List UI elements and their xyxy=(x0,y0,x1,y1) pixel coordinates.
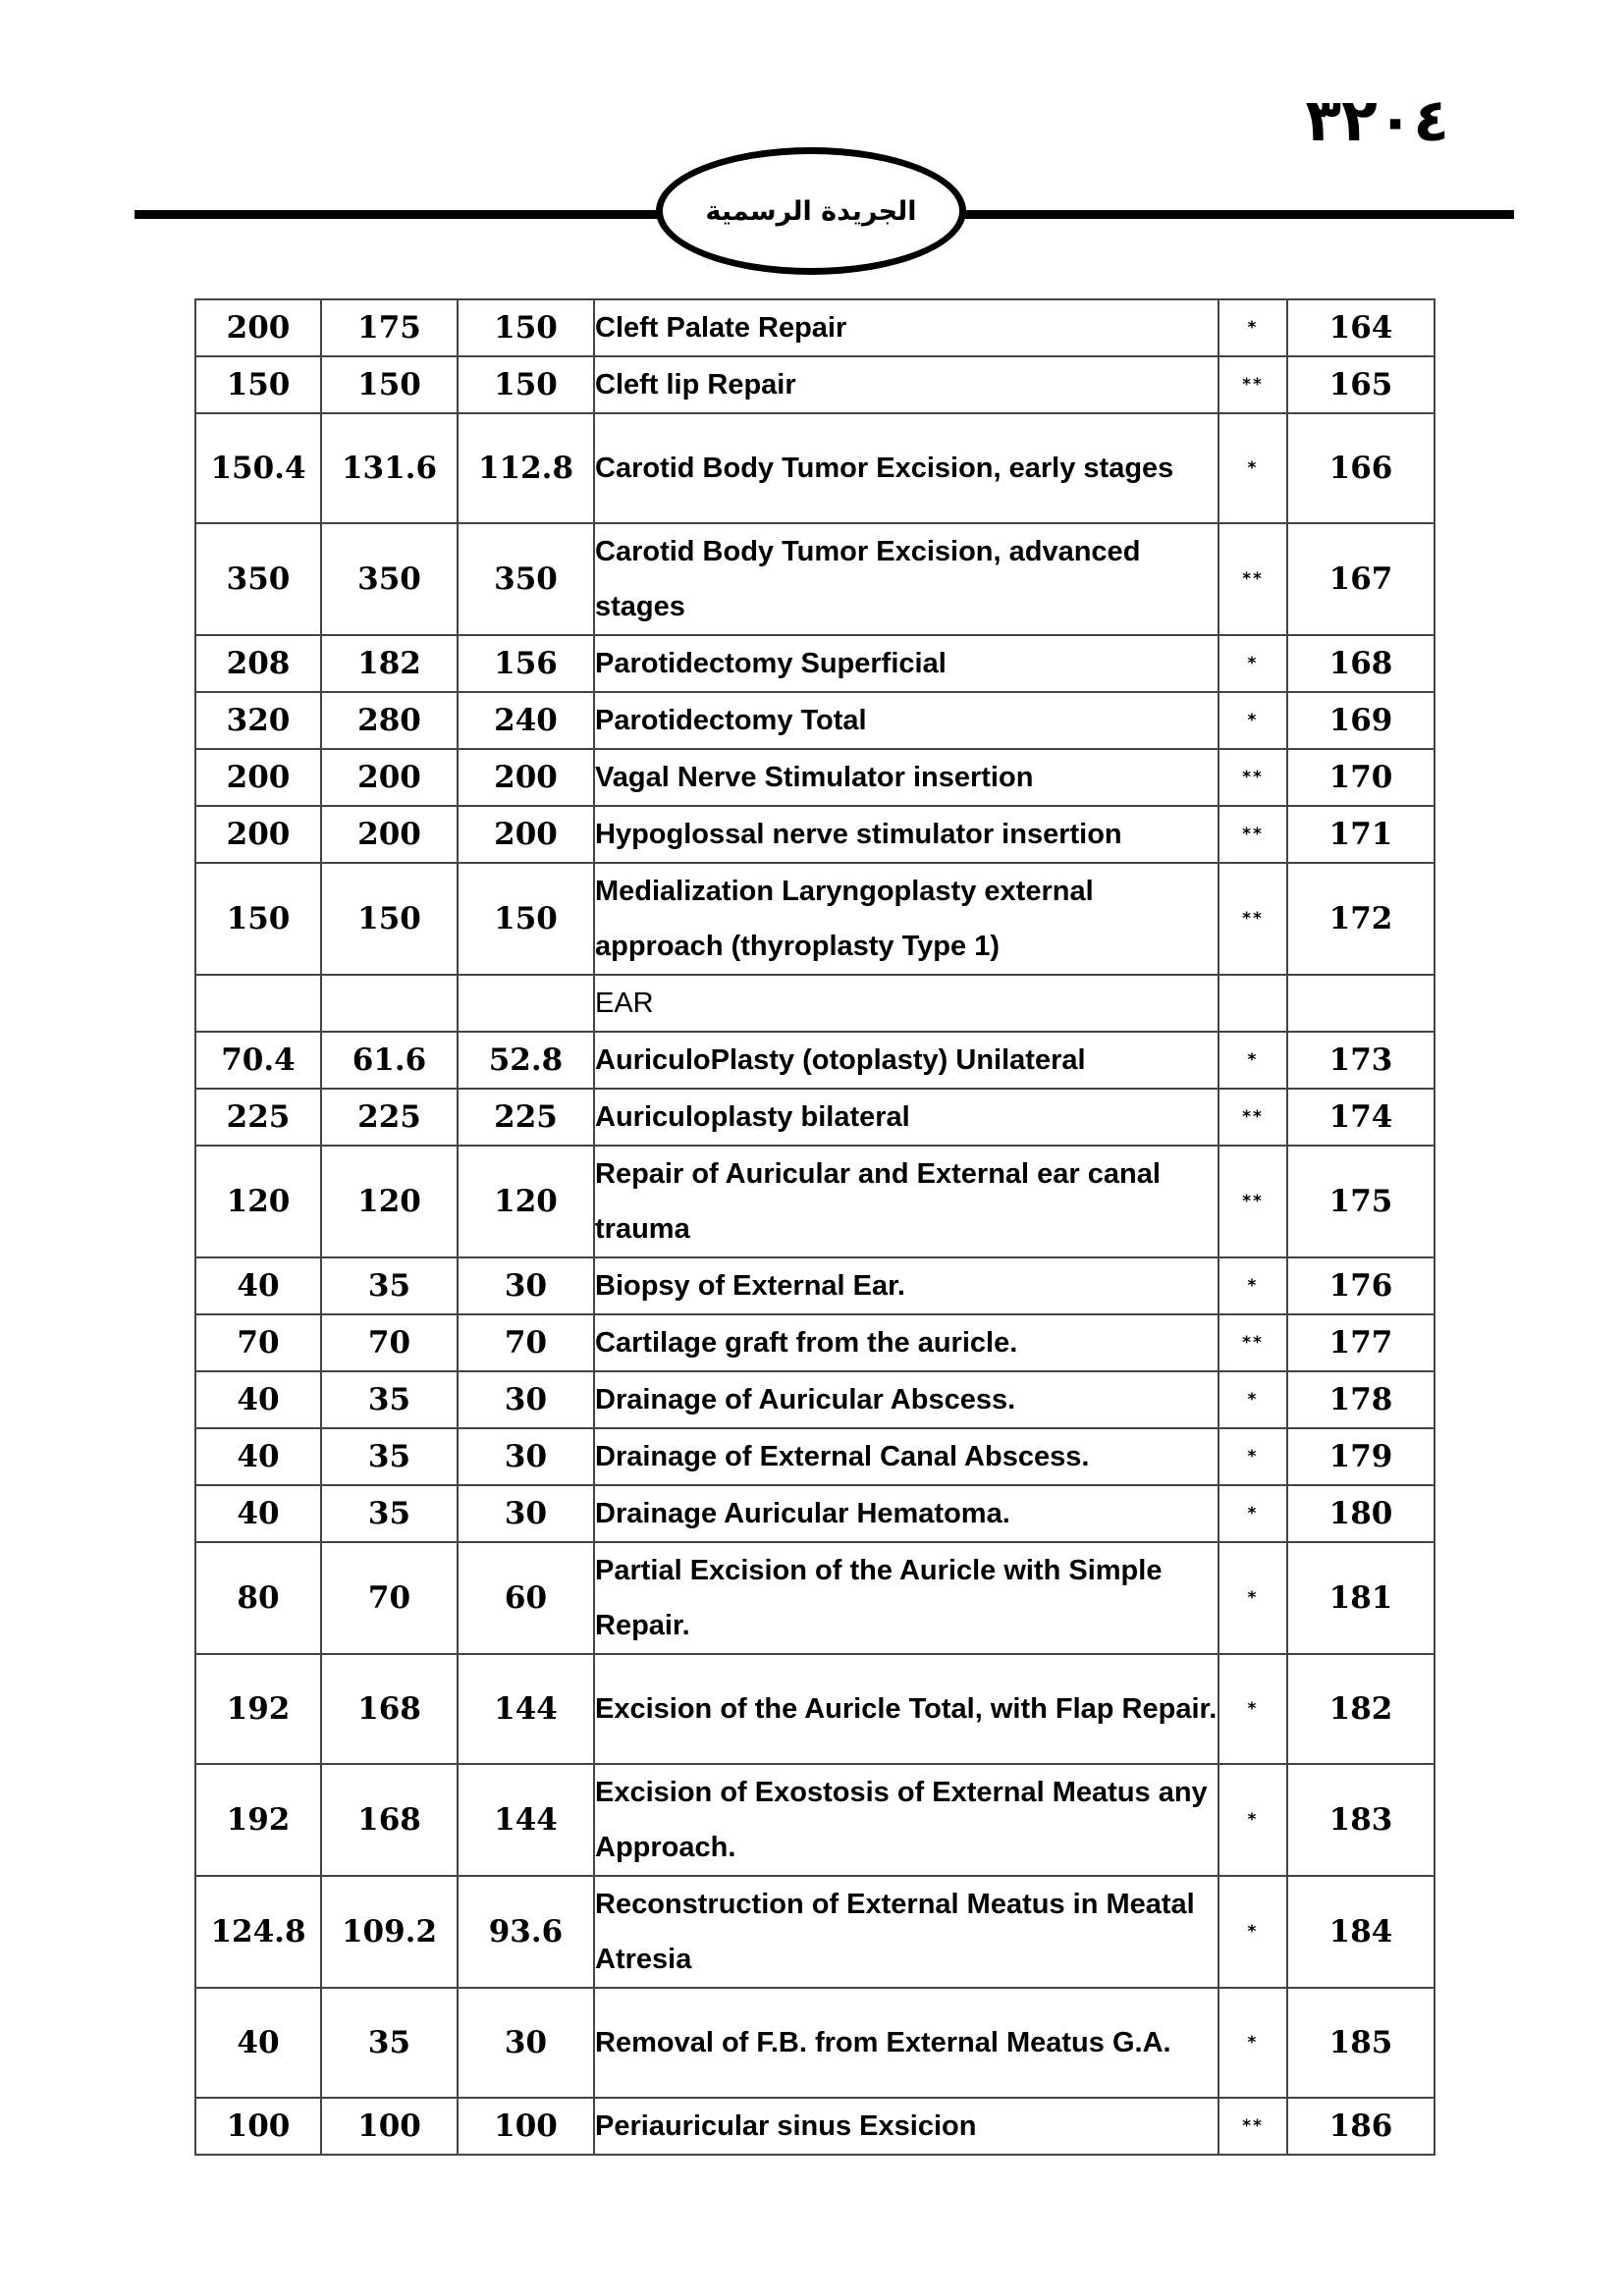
procedure-description: Parotidectomy Total xyxy=(594,692,1218,749)
category-mark: * xyxy=(1218,692,1287,749)
fee-cell-1: 150 xyxy=(195,356,321,413)
fee-cell-2: 70 xyxy=(321,1542,458,1654)
table-row xyxy=(195,356,1435,413)
fee-cell-1: 80 xyxy=(195,1542,321,1654)
fee-cell-3: 30 xyxy=(458,1485,594,1542)
fee-cell-1: 192 xyxy=(195,1764,321,1876)
procedure-description: Biopsy of External Ear. xyxy=(594,1257,1218,1314)
fee-table xyxy=(194,298,1435,2156)
page-number: ٣٢٠٤ xyxy=(1305,86,1449,155)
fee-cell-1: 150 xyxy=(195,863,321,975)
fee-cell-1: 120 xyxy=(195,1146,321,1257)
category-mark: * xyxy=(1218,1032,1287,1089)
item-number: 180 xyxy=(1287,1485,1435,1542)
fee-cell-3: 225 xyxy=(458,1089,594,1146)
procedure-description: Reconstruction of External Meatus in Meatal Atresia xyxy=(594,1876,1218,1988)
item-number: 183 xyxy=(1287,1764,1435,1876)
item-number: 166 xyxy=(1287,413,1435,523)
fee-cell-2: 150 xyxy=(321,356,458,413)
table-row xyxy=(195,1654,1435,1764)
table-row xyxy=(195,2098,1435,2155)
category-mark: * xyxy=(1218,635,1287,692)
fee-cell-1: 40 xyxy=(195,1988,321,2098)
fee-cell-2: 35 xyxy=(321,1371,458,1428)
category-mark: ** xyxy=(1218,1314,1287,1371)
fee-cell-1: 124.8 xyxy=(195,1876,321,1988)
fee-cell-1: 40 xyxy=(195,1257,321,1314)
fee-cell-3: 52.8 xyxy=(458,1032,594,1089)
table-row xyxy=(195,523,1435,635)
category-mark: * xyxy=(1218,1371,1287,1428)
procedure-description: Carotid Body Tumor Excision, advanced stages xyxy=(594,523,1218,635)
fee-cell-1: 208 xyxy=(195,635,321,692)
category-mark: ** xyxy=(1218,523,1287,635)
table-row xyxy=(195,1032,1435,1089)
fee-cell-2: 200 xyxy=(321,806,458,863)
fee-cell-2: 35 xyxy=(321,1485,458,1542)
fee-cell-3: 100 xyxy=(458,2098,594,2155)
fee-cell-2: 200 xyxy=(321,749,458,806)
table-row xyxy=(195,749,1435,806)
fee-cell-1: 150.4 xyxy=(195,413,321,523)
fee-cell-3: 120 xyxy=(458,1146,594,1257)
fee-cell-3: 30 xyxy=(458,1257,594,1314)
procedure-description: Cleft Palate Repair xyxy=(594,299,1218,356)
fee-cell-3: 112.8 xyxy=(458,413,594,523)
fee-cell-1: 200 xyxy=(195,299,321,356)
fee-cell-1: 70.4 xyxy=(195,1032,321,1089)
fee-cell-3: 70 xyxy=(458,1314,594,1371)
category-mark: * xyxy=(1218,1654,1287,1764)
fee-cell-2: 350 xyxy=(321,523,458,635)
category-mark: ** xyxy=(1218,749,1287,806)
fee-cell-2: 175 xyxy=(321,299,458,356)
table-row xyxy=(195,1146,1435,1257)
procedure-description: Carotid Body Tumor Excision, early stages xyxy=(594,413,1218,523)
category-mark: * xyxy=(1218,1876,1287,1988)
item-number: 165 xyxy=(1287,356,1435,413)
fee-cell-3: 30 xyxy=(458,1428,594,1485)
category-mark: * xyxy=(1218,1485,1287,1542)
procedure-description: Cleft lip Repair xyxy=(594,356,1218,413)
fee-cell-2: 150 xyxy=(321,863,458,975)
fee-cell-2 xyxy=(321,975,458,1032)
procedure-description: Drainage of External Canal Abscess. xyxy=(594,1428,1218,1485)
category-mark: * xyxy=(1218,413,1287,523)
procedure-description: Repair of Auricular and External ear canal trauma xyxy=(594,1146,1218,1257)
table-row xyxy=(195,299,1435,356)
category-mark xyxy=(1218,975,1287,1032)
fee-cell-3: 144 xyxy=(458,1764,594,1876)
category-mark: * xyxy=(1218,1542,1287,1654)
table-row xyxy=(195,1764,1435,1876)
fee-cell-3: 150 xyxy=(458,863,594,975)
fee-cell-2: 35 xyxy=(321,1428,458,1485)
fee-cell-3 xyxy=(458,975,594,1032)
table-row xyxy=(195,863,1435,975)
category-mark: ** xyxy=(1218,356,1287,413)
fee-cell-3: 240 xyxy=(458,692,594,749)
table-row xyxy=(195,692,1435,749)
fee-cell-2: 280 xyxy=(321,692,458,749)
fee-cell-3: 200 xyxy=(458,806,594,863)
gazette-title: الجريدة الرسمية xyxy=(705,195,917,227)
table-row xyxy=(195,1485,1435,1542)
fee-cell-3: 30 xyxy=(458,1988,594,2098)
procedure-description: Drainage of Auricular Abscess. xyxy=(594,1371,1218,1428)
table-row xyxy=(195,1542,1435,1654)
fee-cell-2: 131.6 xyxy=(321,413,458,523)
procedure-description: Vagal Nerve Stimulator insertion xyxy=(594,749,1218,806)
procedure-description: Excision of Exostosis of External Meatus any Approach. xyxy=(594,1764,1218,1876)
procedure-description: Hypoglossal nerve stimulator insertion xyxy=(594,806,1218,863)
section-row xyxy=(195,975,1435,1032)
table-row xyxy=(195,806,1435,863)
fee-cell-2: 168 xyxy=(321,1654,458,1764)
table-row xyxy=(195,1257,1435,1314)
procedure-description: Auriculoplasty bilateral xyxy=(594,1089,1218,1146)
fee-cell-2: 61.6 xyxy=(321,1032,458,1089)
category-mark: * xyxy=(1218,1257,1287,1314)
fee-cell-3: 144 xyxy=(458,1654,594,1764)
procedure-description: Drainage Auricular Hematoma. xyxy=(594,1485,1218,1542)
fee-cell-3: 30 xyxy=(458,1371,594,1428)
fee-cell-1: 40 xyxy=(195,1371,321,1428)
header-oval xyxy=(656,147,966,275)
procedure-description: Cartilage graft from the auricle. xyxy=(594,1314,1218,1371)
fee-cell-3: 350 xyxy=(458,523,594,635)
item-number: 175 xyxy=(1287,1146,1435,1257)
category-mark: * xyxy=(1218,299,1287,356)
fee-cell-1: 40 xyxy=(195,1485,321,1542)
table-row xyxy=(195,1988,1435,2098)
procedure-description: Partial Excision of the Auricle with Simple Repair. xyxy=(594,1542,1218,1654)
fee-cell-2: 225 xyxy=(321,1089,458,1146)
fee-cell-1: 70 xyxy=(195,1314,321,1371)
fee-cell-2: 35 xyxy=(321,1988,458,2098)
item-number: 178 xyxy=(1287,1371,1435,1428)
fee-cell-2: 70 xyxy=(321,1314,458,1371)
item-number: 182 xyxy=(1287,1654,1435,1764)
item-number: 181 xyxy=(1287,1542,1435,1654)
item-number: 176 xyxy=(1287,1257,1435,1314)
fee-cell-3: 156 xyxy=(458,635,594,692)
procedure-description: Excision of the Auricle Total, with Flap Repair. xyxy=(594,1654,1218,1764)
table-row xyxy=(195,635,1435,692)
category-mark: ** xyxy=(1218,2098,1287,2155)
category-mark: ** xyxy=(1218,1146,1287,1257)
fee-cell-1: 100 xyxy=(195,2098,321,2155)
item-number: 185 xyxy=(1287,1988,1435,2098)
fee-cell-1: 192 xyxy=(195,1654,321,1764)
fee-cell-1: 40 xyxy=(195,1428,321,1485)
procedure-description: Medialization Laryngoplasty external approach (thyroplasty Type 1) xyxy=(594,863,1218,975)
fee-cell-3: 150 xyxy=(458,356,594,413)
fee-cell-1: 225 xyxy=(195,1089,321,1146)
item-number xyxy=(1287,975,1435,1032)
section-heading: EAR xyxy=(594,975,1218,1032)
item-number: 171 xyxy=(1287,806,1435,863)
category-mark: * xyxy=(1218,1988,1287,2098)
table-row xyxy=(195,1876,1435,1988)
table-row xyxy=(195,1371,1435,1428)
fee-cell-1: 320 xyxy=(195,692,321,749)
table-row xyxy=(195,1428,1435,1485)
item-number: 172 xyxy=(1287,863,1435,975)
fee-cell-3: 60 xyxy=(458,1542,594,1654)
fee-cell-2: 109.2 xyxy=(321,1876,458,1988)
category-mark: * xyxy=(1218,1428,1287,1485)
item-number: 170 xyxy=(1287,749,1435,806)
table-row xyxy=(195,1314,1435,1371)
fee-cell-2: 168 xyxy=(321,1764,458,1876)
item-number: 167 xyxy=(1287,523,1435,635)
fee-cell-2: 120 xyxy=(321,1146,458,1257)
fee-cell-2: 35 xyxy=(321,1257,458,1314)
category-mark: ** xyxy=(1218,863,1287,975)
item-number: 169 xyxy=(1287,692,1435,749)
fee-cell-1: 200 xyxy=(195,806,321,863)
item-number: 173 xyxy=(1287,1032,1435,1089)
fee-cell-1 xyxy=(195,975,321,1032)
fee-cell-1: 350 xyxy=(195,523,321,635)
table-row xyxy=(195,1089,1435,1146)
fee-cell-3: 93.6 xyxy=(458,1876,594,1988)
item-number: 184 xyxy=(1287,1876,1435,1988)
procedure-description: AuriculoPlasty (otoplasty) Unilateral xyxy=(594,1032,1218,1089)
item-number: 186 xyxy=(1287,2098,1435,2155)
fee-cell-1: 200 xyxy=(195,749,321,806)
fee-cell-3: 150 xyxy=(458,299,594,356)
item-number: 177 xyxy=(1287,1314,1435,1371)
category-mark: ** xyxy=(1218,806,1287,863)
fee-cell-3: 200 xyxy=(458,749,594,806)
category-mark: ** xyxy=(1218,1089,1287,1146)
fee-cell-2: 100 xyxy=(321,2098,458,2155)
item-number: 164 xyxy=(1287,299,1435,356)
procedure-description: Removal of F.B. from External Meatus G.A. xyxy=(594,1988,1218,2098)
category-mark: * xyxy=(1218,1764,1287,1876)
fee-cell-2: 182 xyxy=(321,635,458,692)
item-number: 179 xyxy=(1287,1428,1435,1485)
item-number: 168 xyxy=(1287,635,1435,692)
procedure-description: Periauricular sinus Exsicion xyxy=(594,2098,1218,2155)
procedure-description: Parotidectomy Superficial xyxy=(594,635,1218,692)
table-row xyxy=(195,413,1435,523)
item-number: 174 xyxy=(1287,1089,1435,1146)
